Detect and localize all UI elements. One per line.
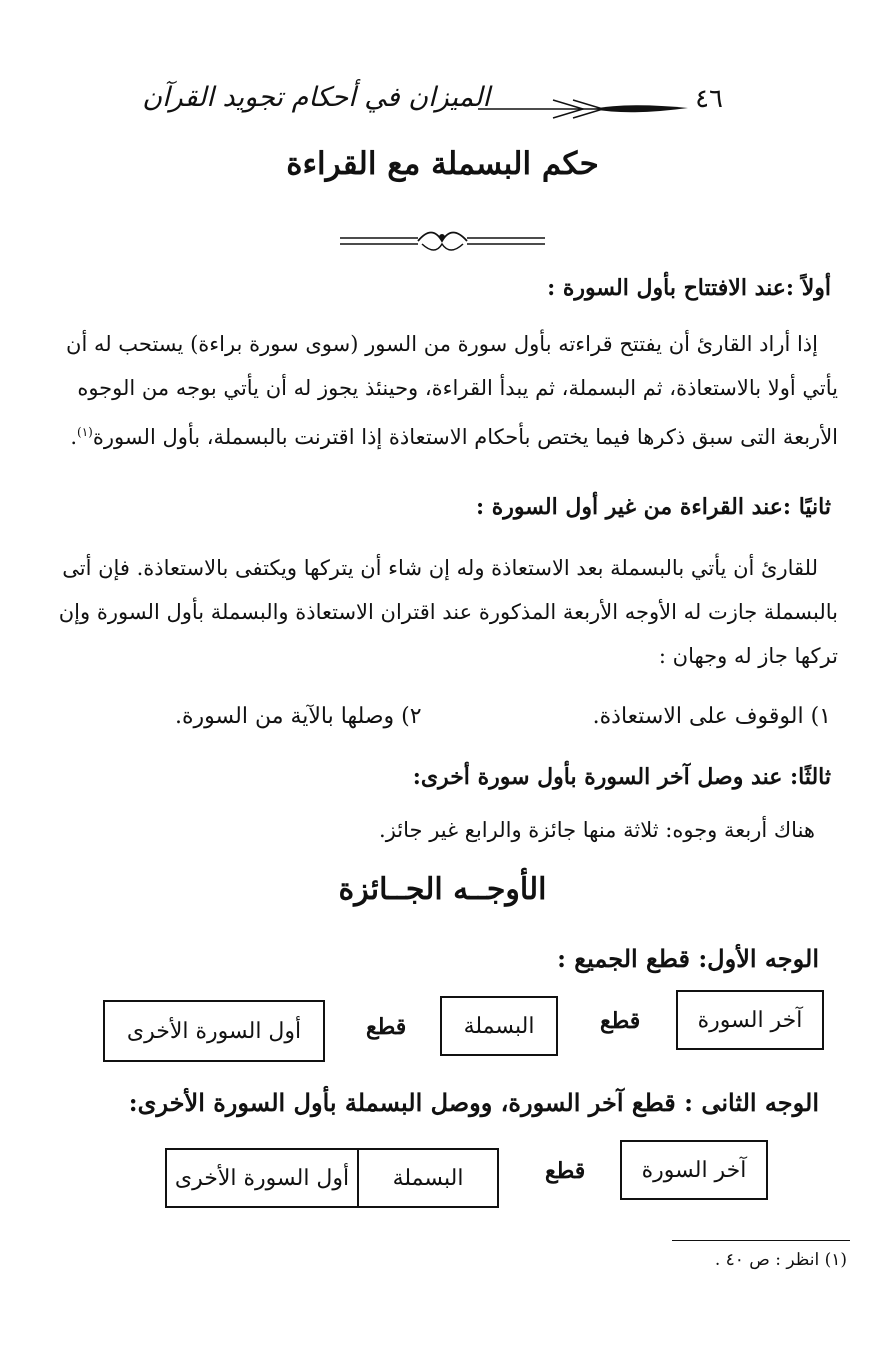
title-ornament — [340, 222, 545, 258]
way1-box-next-surah-start: أول السورة الأخرى — [103, 1000, 325, 1062]
section2-line-3: تركها جاز له وجهان : — [658, 644, 838, 668]
way1-joint-2: قطع — [366, 1014, 407, 1040]
way1-box-surah-end: آخر السورة — [676, 990, 824, 1050]
way2-box-next-surah-start: أول السورة الأخرى — [165, 1148, 359, 1208]
section1-line-1: إذا أراد القارئ أن يفتتح قراءته بأول سورة من السور (سوى سورة براءة) يستحب له أن — [66, 332, 818, 356]
section1-line-2: يأتي أولا بالاستعاذة، ثم البسملة، ثم يبدأ القراءة، وحينئذ يجوز له أن يأتي بوجه من الوجوه — [77, 376, 838, 400]
book-title: الميزان في أحكام تجويد القرآن — [142, 82, 490, 113]
header-ornament-rule — [478, 94, 688, 124]
section3-heading: ثالثًا: عند وصل آخر السورة بأول سورة أخرى: — [412, 764, 831, 790]
section2-heading: ثانيًا :عند القراءة من غير أول السورة : — [475, 494, 831, 520]
option-1: ١) الوقوف على الاستعاذة. — [592, 704, 831, 729]
footnote-ref: (١) — [77, 425, 93, 439]
section1-line-3: الأربعة التى سبق ذكرها فيما يختص بأحكام الاستعاذة إذا اقترنت بالبسملة، بأول السورة — [92, 425, 838, 449]
section1-heading: أولاً :عند الافتتاح بأول السورة : — [547, 275, 831, 301]
footnote: (١) انظر : ص ٤٠ . — [714, 1250, 847, 1270]
way1-joint-1: قطع — [600, 1008, 641, 1034]
period: . — [70, 425, 77, 449]
page-number: ٤٦ — [695, 84, 723, 114]
allowed-ways-title: الأوجــه الجــائزة — [338, 872, 547, 907]
section2-paragraph — [46, 546, 838, 678]
way2-box-basmala: البسملة — [357, 1148, 499, 1208]
way2-joint-1: قطع — [545, 1158, 586, 1184]
section3-line: هناك أربعة وجوه: ثلاثة منها جائزة والرابع غير جائز. — [379, 818, 815, 842]
page-title: حكم البسملة مع القراءة — [286, 146, 599, 182]
way2-box-surah-end: آخر السورة — [620, 1140, 768, 1200]
section1-paragraph — [46, 322, 838, 459]
footnote-rule — [672, 1240, 850, 1241]
section1-line-3-wrap — [46, 410, 838, 459]
way2-heading: الوجه الثانى : قطع آخر السورة، ووصل البسملة بأول السورة الأخرى: — [128, 1088, 819, 1117]
way1-heading: الوجه الأول: قطع الجميع : — [557, 944, 819, 973]
way1-box-basmala: البسملة — [440, 996, 558, 1056]
section2-line-2: بالبسملة جازت له الأوجه الأربعة المذكورة عند اقتران الاستعاذة والبسملة بأول السورة وإن — [58, 600, 838, 624]
section2-line-1: للقارئ أن يأتي بالبسملة بعد الاستعاذة وله إن شاء أن يتركها ويكتفى بالاستعاذة. فإن أتى — [62, 556, 818, 580]
option-2: ٢) وصلها بالآية من السورة. — [175, 704, 422, 729]
